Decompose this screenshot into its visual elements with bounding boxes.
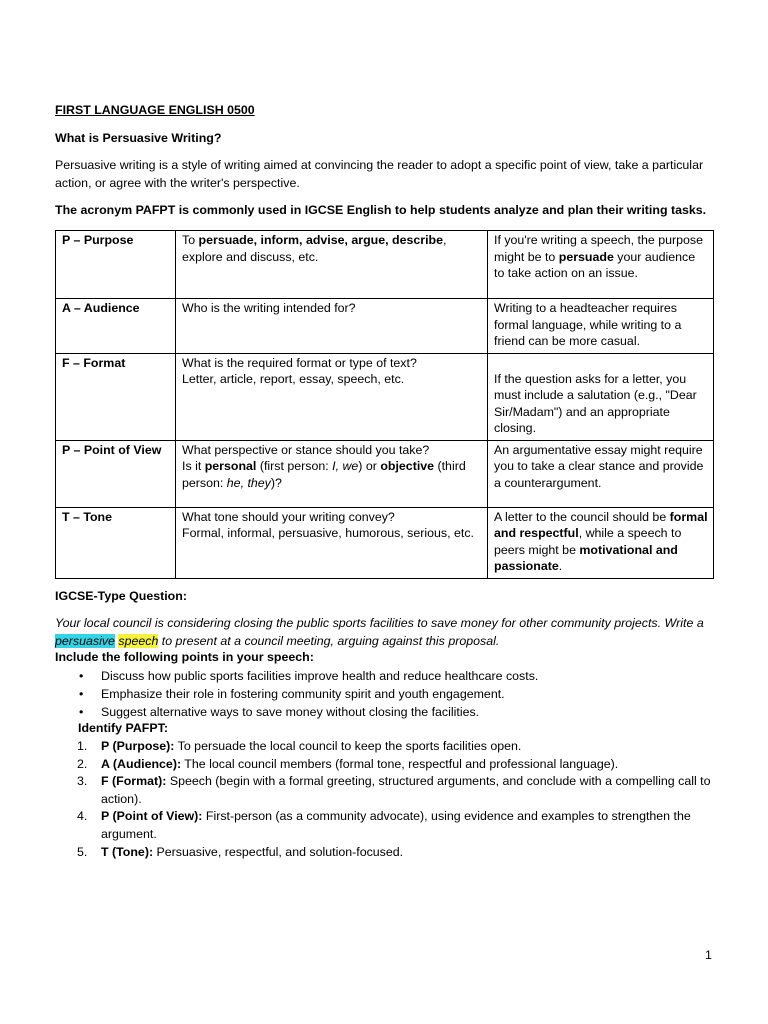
- table-row: [56, 440, 714, 507]
- row-label: F – Format: [56, 353, 176, 440]
- list-item: • Discuss how public sports facilities improve health and reduce healthcare costs.: [55, 667, 538, 685]
- table-row: [56, 299, 714, 354]
- row-label: A – Audience: [56, 299, 176, 354]
- table-row: [56, 507, 714, 578]
- row-label: P – Purpose: [56, 231, 176, 299]
- pafpt-steps: [55, 738, 720, 861]
- row-example: Writing to a headteacher requires formal language, while writing to a friend can be more casual.: [488, 299, 714, 354]
- section-heading: What is Persuasive Writing?: [55, 131, 222, 145]
- table-row: [56, 353, 714, 440]
- list-item: 4. P (Point of View): First-person (as a community advocate), using evidence and examples to strengthen the argument.: [77, 809, 691, 841]
- row-example: An argumentative essay might require you to take a clear stance and provide a counterargument.: [488, 440, 714, 507]
- points-list: [55, 667, 538, 721]
- highlight-persuasive: persuasive: [55, 634, 115, 648]
- identify-heading: Identify PAFPT:: [78, 721, 168, 735]
- intro-paragraph: Persuasive writing is a style of writing aimed at convincing the reader to adopt a specific point of view, take a particular action, or agree with the writer's perspective.: [55, 158, 704, 190]
- question-text: Your local council is considering closing the public sports facilities to save money for other community projects. Write a persuasive speech to present at a council meeting, arguing against this proposal.: [55, 616, 704, 648]
- pafpt-table: [55, 230, 714, 579]
- row-example: If the question asks for a letter, you must include a salutation (e.g., "Dear Sir/Madam") and an appropriate closing.: [488, 353, 714, 440]
- row-question: What tone should your writing convey? Formal, informal, persuasive, humorous, serious, etc.: [176, 507, 488, 578]
- list-item: 5. T (Tone): Persuasive, respectful, and solution-focused.: [77, 844, 404, 859]
- row-question: What perspective or stance should you take? Is it personal (first person: I, we) or objective (third person: he, they)?: [176, 440, 488, 507]
- question-heading: IGCSE-Type Question:: [55, 589, 187, 603]
- course-title: FIRST LANGUAGE ENGLISH 0500: [55, 103, 255, 117]
- list-item: 1. P (Purpose): To persuade the local council to keep the sports facilities open.: [77, 739, 522, 753]
- row-example: If you're writing a speech, the purpose might be to persuade your audience to take action on an issue.: [488, 231, 714, 299]
- row-label: P – Point of View: [56, 440, 176, 507]
- list-item: • Suggest alternative ways to save money without closing the facilities.: [55, 703, 538, 721]
- list-item: • Emphasize their role in fostering community spirit and youth engagement.: [55, 685, 538, 703]
- table-row: [56, 231, 714, 299]
- row-example: A letter to the council should be formal and respectful, while a speech to peers might be motivational and passionate.: [488, 507, 714, 578]
- acronym-statement: The acronym PAFPT is commonly used in IGCSE English to help students analyze and plan their writing tasks.: [55, 203, 707, 217]
- page-number: 1: [705, 948, 712, 962]
- row-question: What is the required format or type of text? Letter, article, report, essay, speech, etc.: [176, 353, 488, 440]
- row-question: To persuade, inform, advise, argue, describe, explore and discuss, etc.: [176, 231, 488, 299]
- list-item: 3. F (Format): Speech (begin with a formal greeting, structured arguments, and conclude with a compelling call to action).: [77, 774, 711, 806]
- highlight-speech: speech: [118, 634, 159, 648]
- include-heading: Include the following points in your speech:: [55, 650, 314, 664]
- row-label: T – Tone: [56, 507, 176, 578]
- list-item: 2. A (Audience): The local council members (formal tone, respectful and professional language).: [77, 756, 619, 771]
- row-question: Who is the writing intended for?: [176, 299, 488, 354]
